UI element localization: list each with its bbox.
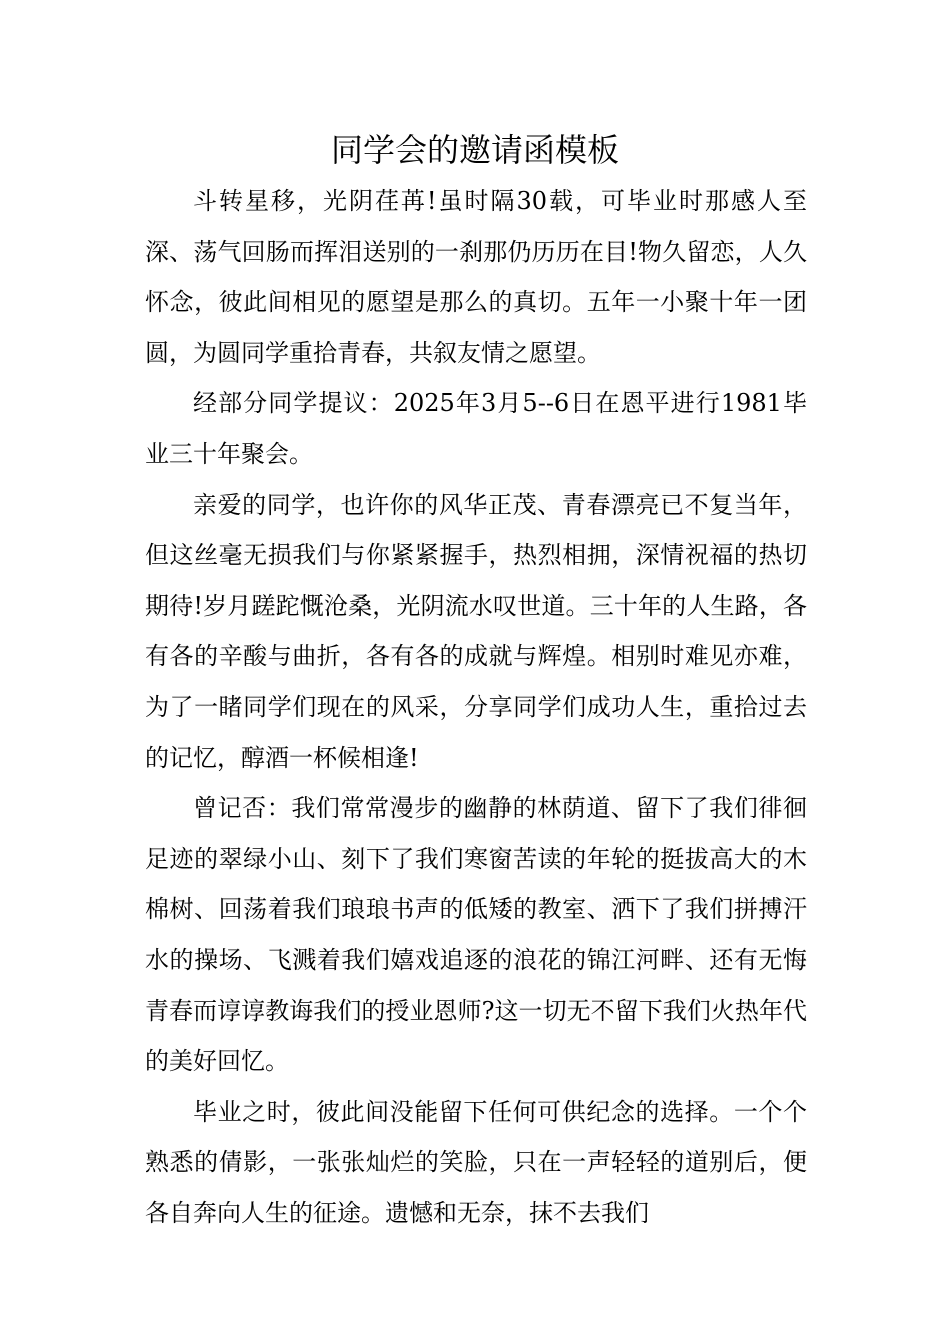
paragraph-graduation: 毕业之时，彼此间没能留下任何可供纪念的选择。一个个熟悉的倩影，一张张灿烂的笑脸，只在一声轻轻的道别后，便各自奔向人生的征途。遗憾和无奈，抹不去我们	[145, 1097, 807, 1227]
paragraph-intro: 斗转星移，光阴荏苒!虽时隔30载，可毕业时那感人至深、荡气回肠而挥泪送别的一刹那仍历历在目!物久留恋，人久怀念，彼此间相见的愿望是那么的真切。五年一小聚十年一团圆，为圆同学重拾青春，共叙友情之愿望。	[145, 187, 807, 367]
paragraph-proposal: 经部分同学提议：2025年3月5--6日在恩平进行1981毕业三十年聚会。	[145, 389, 807, 468]
document-body	[145, 176, 807, 1238]
paragraph-memories: 曾记否：我们常常漫步的幽静的林荫道、留下了我们徘徊足迹的翠绿小山、刻下了我们寒窗苦读的年轮的挺拔高大的木棉树、回荡着我们琅琅书声的低矮的教室、洒下了我们拼搏汗水的操场、飞溅着我们嬉戏追逐的浪花的锦江河畔、还有无悔青春而谆谆教诲我们的授业恩师?这一切无不留下我们火热年代的美好回忆。	[145, 794, 807, 1076]
paragraph-invitation: 亲爱的同学，也许你的风华正茂、青春漂亮已不复当年，但这丝毫无损我们与你紧紧握手，热烈相拥，深情祝福的热切期待!岁月蹉跎慨沧桑，光阴流水叹世道。三十年的人生路，各有各的辛酸与曲折，各有各的成就与辉煌。相别时难见亦难，为了一睹同学们现在的风采，分享同学们成功人生，重拾过去的记忆，醇酒一杯候相逢!	[145, 490, 807, 772]
document-title: 同学会的邀请函模板	[330, 131, 619, 169]
